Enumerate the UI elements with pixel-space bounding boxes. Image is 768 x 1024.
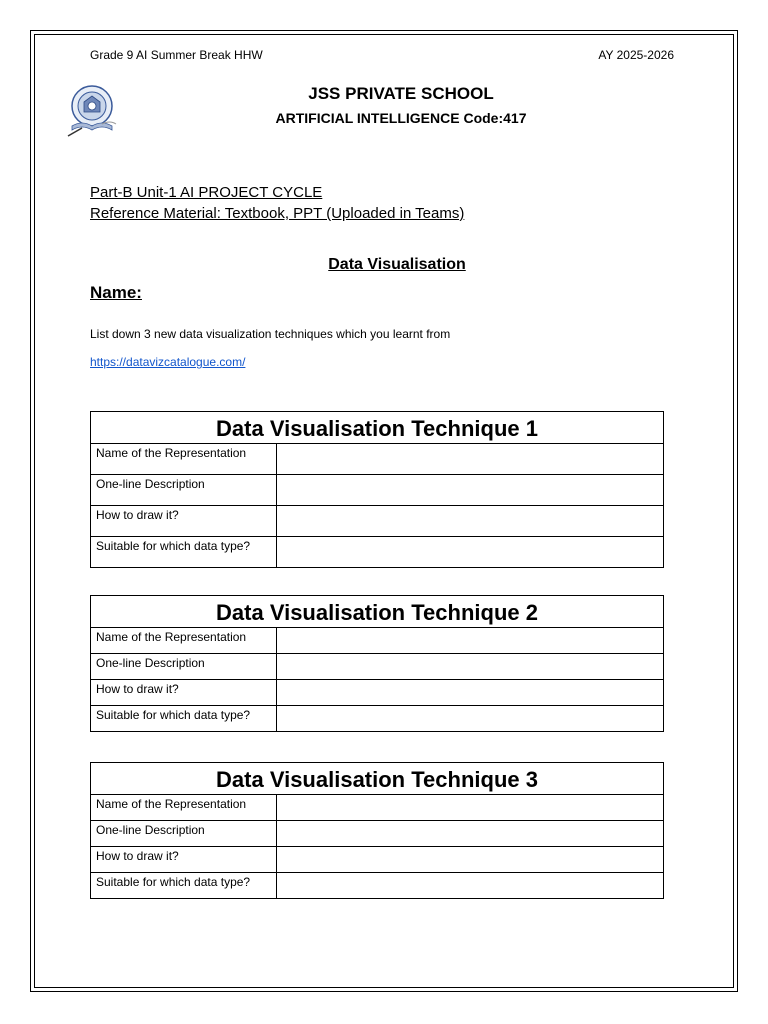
row-label: How to draw it?	[91, 680, 277, 706]
technique-table-3	[90, 762, 664, 899]
subject-code: ARTIFICIAL INTELLIGENCE Code:417	[275, 110, 527, 126]
answer-cell[interactable]	[277, 821, 664, 847]
header-grade: Grade 9 AI Summer Break HHW	[90, 48, 263, 62]
dataviz-catalogue-link[interactable]: https://datavizcatalogue.com/	[90, 355, 246, 369]
row-label: Suitable for which data type?	[91, 706, 277, 732]
answer-cell[interactable]	[277, 706, 664, 732]
school-heading	[0, 84, 768, 126]
answer-cell[interactable]	[277, 873, 664, 899]
technique-table-title: Data Visualisation Technique 2	[91, 596, 664, 628]
instruction-text: List down 3 new data visualization techniques which you learnt from	[90, 327, 451, 341]
header-academic-year: AY 2025-2026	[598, 48, 674, 62]
reference-material: Reference Material: Textbook, PPT (Uploaded in Teams)	[90, 205, 465, 222]
answer-cell[interactable]	[277, 475, 664, 506]
section-title-text: Data Visualisation	[328, 256, 466, 273]
answer-cell[interactable]	[277, 537, 664, 568]
answer-cell[interactable]	[277, 628, 664, 654]
unit-info	[90, 182, 464, 224]
row-label: Suitable for which data type?	[91, 537, 277, 568]
technique-table-title: Data Visualisation Technique 1	[91, 412, 664, 444]
row-label: Name of the Representation	[91, 444, 277, 475]
row-label: One-line Description	[91, 654, 277, 680]
row-label: How to draw it?	[91, 847, 277, 873]
technique-table-2	[90, 595, 664, 732]
row-label: Name of the Representation	[91, 795, 277, 821]
technique-table-1	[90, 411, 664, 568]
row-label: Suitable for which data type?	[91, 873, 277, 899]
answer-cell[interactable]	[277, 847, 664, 873]
unit-title: Part-B Unit-1 AI PROJECT CYCLE	[90, 184, 323, 201]
name-label: Name:	[90, 283, 142, 302]
answer-cell[interactable]	[277, 506, 664, 537]
school-name: JSS PRIVATE SCHOOL	[308, 84, 494, 103]
answer-cell[interactable]	[277, 680, 664, 706]
technique-table-title: Data Visualisation Technique 3	[91, 763, 664, 795]
row-label: How to draw it?	[91, 506, 277, 537]
answer-cell[interactable]	[277, 444, 664, 475]
answer-cell[interactable]	[277, 795, 664, 821]
row-label: One-line Description	[91, 821, 277, 847]
answer-cell[interactable]	[277, 654, 664, 680]
section-title	[0, 256, 768, 274]
row-label: Name of the Representation	[91, 628, 277, 654]
row-label: One-line Description	[91, 475, 277, 506]
